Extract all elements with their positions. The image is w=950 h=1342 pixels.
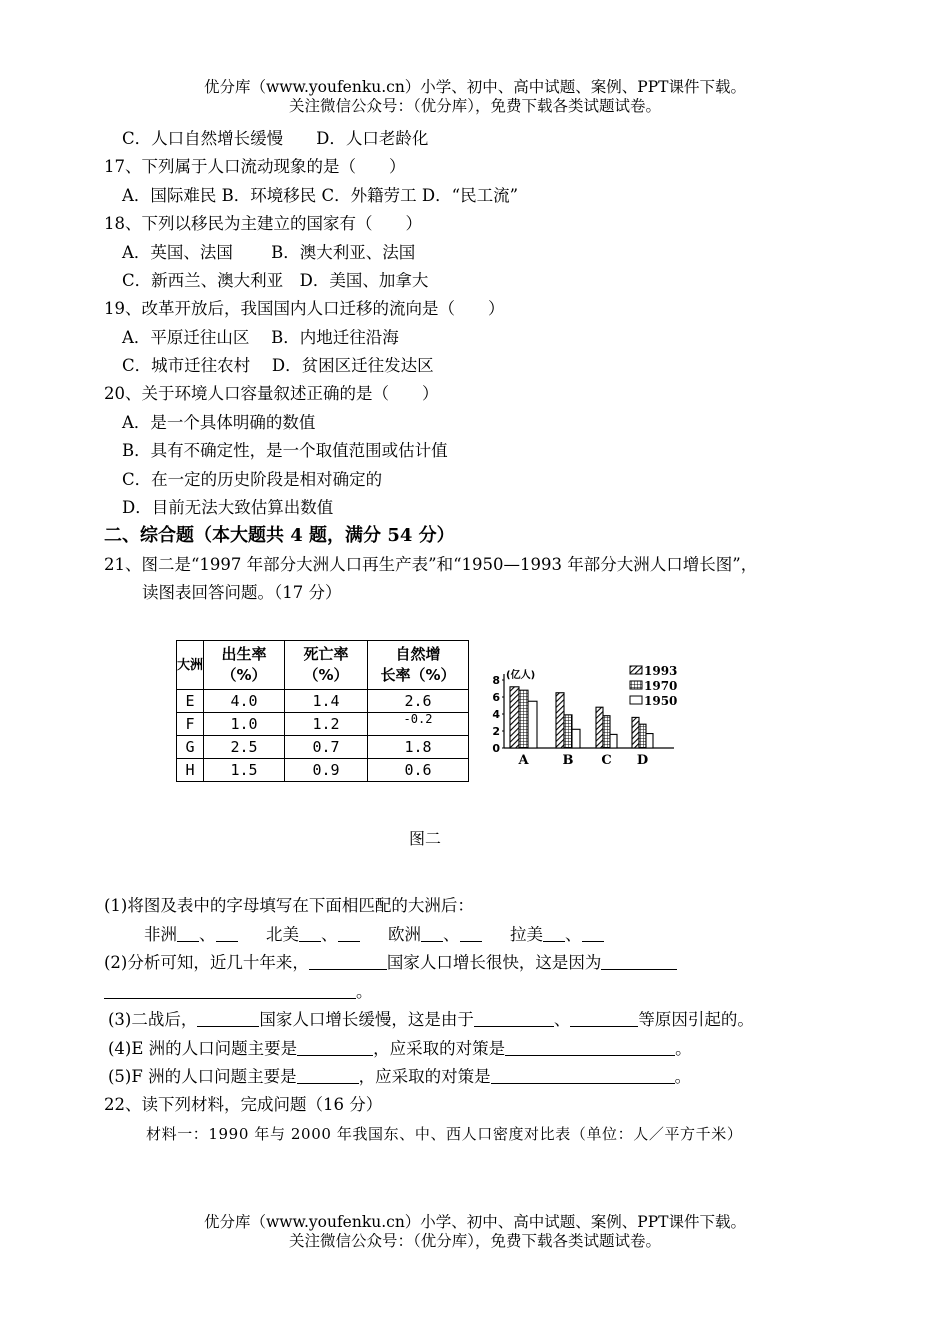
cell-continent: H: [177, 759, 204, 782]
q21-part-2: [104, 951, 677, 975]
footer-line-2: 关注微信公众号：（优分库），免费下载各类试题试卷。: [288, 1232, 661, 1250]
q22-material-1: 材料一：1990 年与 2000 年我国东、中、西人口密度对比表（单位：人／平方千米）: [146, 1125, 743, 1143]
q18-options-ab: A．英国、法国 B．澳大利亚、法国: [122, 243, 416, 262]
cell-birth: 1.5: [204, 759, 285, 782]
blank-north-america-1[interactable]: [299, 923, 321, 942]
blank-africa-1[interactable]: [177, 923, 199, 942]
q21-part-3-a: (3)二战后，: [108, 1010, 198, 1029]
label-europe: 欧洲: [388, 925, 421, 944]
bar-B-1970: [564, 715, 572, 748]
cell-death: 0.9: [285, 759, 368, 782]
bar-D-1993: [632, 717, 639, 748]
q21-part-2-cont: [104, 980, 373, 1004]
blank-3-3[interactable]: [570, 1008, 638, 1027]
q19-stem: 19、改革开放后，我国国内人口迁移的流向是（ ）: [104, 299, 505, 318]
sep: 、: [565, 925, 582, 944]
q19-options-ab: A．平原迁往山区 B．内地迁往沿海: [122, 328, 399, 347]
sep: 、: [443, 925, 460, 944]
blank-5-1[interactable]: [297, 1065, 359, 1084]
blank-europe-2[interactable]: [460, 923, 482, 942]
q19-options-cd: C．城市迁往农村 D．贫困区迁往发达区: [122, 356, 434, 375]
cell-growth: 2.6: [368, 690, 469, 713]
header-growth-rate: [368, 641, 469, 690]
bar-B-1950: [572, 729, 580, 748]
q22-stem: 22、读下列材料，完成问题（16 分）: [104, 1095, 383, 1114]
q21-part-5: [108, 1065, 691, 1089]
cell-continent: G: [177, 736, 204, 759]
q16-options-cd: C．人口自然增长缓慢 D．人口老龄化: [122, 129, 429, 148]
q21-part-4-b: ，应采取的对策是: [373, 1039, 506, 1058]
table-row: [177, 759, 469, 782]
cell-growth: -0.2: [368, 713, 469, 736]
header-line-1: 优分库（www.youfenku.cn）小学、初中、高中试题、案例、PPT课件下载。: [203, 78, 747, 96]
y-axis-unit-label: (亿人): [506, 670, 536, 681]
cell-continent: F: [177, 713, 204, 736]
legend-swatch-1993: [630, 666, 642, 674]
blank-europe-1[interactable]: [421, 923, 443, 942]
q20-option-c: C．在一定的历史阶段是相对确定的: [122, 470, 383, 489]
q18-stem: 18、下列以移民为主建立的国家有（ ）: [104, 214, 422, 233]
q21-part-5-end: 。: [674, 1067, 692, 1086]
blank-latin-america-1[interactable]: [543, 923, 565, 942]
table-row: [177, 736, 469, 759]
q18-options-cd: C．新西兰、澳大利亚 D．美国、加拿大: [122, 271, 429, 290]
blank-5-2[interactable]: [491, 1065, 675, 1084]
blank-2-1[interactable]: [309, 951, 387, 970]
legend-label: 1993: [644, 664, 678, 678]
header-birth-rate-a: 出生率: [221, 645, 267, 663]
q20-option-b: B．具有不确定性，是一个取值范围或估计值: [122, 441, 448, 460]
bar-C-1993: [596, 707, 603, 748]
blank-latin-america-2[interactable]: [582, 923, 604, 942]
section-2-title: 二、综合题（本大题共 4 题，满分 54 分）: [104, 525, 455, 546]
q20-option-d: D．目前无法大致估算出数值: [122, 498, 334, 517]
q21-part-2-end: 。: [356, 982, 373, 1001]
x-tick-label: D: [636, 753, 649, 768]
legend-swatch-1970: [630, 681, 642, 689]
y-tick-label: 6: [492, 691, 500, 704]
label-latin-america: 拉美: [510, 925, 543, 944]
header-growth-rate-a: 自然增: [395, 645, 441, 663]
q21-fill-row: [144, 923, 604, 947]
population-table: [176, 640, 469, 782]
q21-part-2-a: (2)分析可知，近几十年来，: [104, 953, 309, 972]
header-death-rate-a: 死亡率: [303, 645, 349, 663]
sep: 、: [321, 925, 338, 944]
q20-stem: 20、关于环境人口容量叙述正确的是（ ）: [104, 384, 439, 403]
q21-part-3-b: 国家人口增长缓慢，这是由于: [259, 1010, 474, 1029]
blank-4-2[interactable]: [505, 1037, 675, 1056]
blank-4-1[interactable]: [297, 1037, 373, 1056]
bar-A-1950: [528, 701, 537, 748]
x-tick-label: A: [518, 753, 529, 768]
table-header-row: [177, 641, 469, 690]
table-row: [177, 713, 469, 736]
cell-birth: 4.0: [204, 690, 285, 713]
legend-label: 1950: [644, 694, 678, 708]
bar-C-1950: [610, 734, 617, 748]
y-tick-label: 8: [492, 674, 500, 687]
header-birth-rate-b: （%）: [221, 666, 267, 684]
q21-part-4-end: 。: [675, 1039, 692, 1058]
q21-stem-2: 读图表回答问题。（17 分）: [142, 583, 342, 602]
q21-part-5-a: (5)F 洲的人口问题主要是: [108, 1067, 297, 1086]
q17-options: A．国际难民 B．环境移民 C．外籍劳工 D．“民工流”: [122, 186, 518, 205]
q21-part-4: [108, 1037, 692, 1061]
q21-part-3: [108, 1008, 754, 1032]
blank-africa-2[interactable]: [216, 923, 238, 942]
y-tick-label: 4: [492, 708, 500, 721]
header-birth-rate: [204, 641, 285, 690]
header-death-rate-b: （%）: [303, 666, 349, 684]
label-north-america: 北美: [266, 925, 299, 944]
cell-death: 0.7: [285, 736, 368, 759]
cell-death: 1.2: [285, 713, 368, 736]
bar-B-1993: [556, 693, 564, 748]
legend-swatch-1950: [630, 696, 642, 704]
bar-D-1950: [646, 734, 653, 748]
cell-growth: 0.6: [368, 759, 469, 782]
cell-continent: E: [177, 690, 204, 713]
q21-stem-1: 21、图二是“1997 年部分大洲人口再生产表”和“1950—1993 年部分大洲人口增长图”，: [104, 555, 758, 574]
bar-A-1970: [519, 690, 528, 748]
population-growth-chart: [484, 660, 694, 772]
x-tick-label: C: [601, 753, 612, 768]
sep: 、: [199, 925, 216, 944]
header-line-2: 关注微信公众号：（优分库），免费下载各类试题试卷。: [288, 97, 661, 115]
legend-label: 1970: [644, 679, 678, 693]
cell-birth: 1.0: [204, 713, 285, 736]
bar-D-1970: [639, 724, 646, 748]
figure-caption: 图二: [408, 829, 441, 848]
q21-part-2-b: 国家人口增长很快，这是因为: [386, 953, 602, 972]
header-growth-rate-b: 长率（%）: [380, 666, 456, 684]
label-africa: 非洲: [144, 925, 177, 944]
blank-3-1[interactable]: [197, 1008, 259, 1027]
cell-death: 1.4: [285, 690, 368, 713]
cell-birth: 2.5: [204, 736, 285, 759]
q21-part-5-b: ，应采取的对策是: [358, 1067, 491, 1086]
x-tick-label: B: [562, 753, 574, 768]
cell-growth: 1.8: [368, 736, 469, 759]
q21-part-3-c: 、: [553, 1010, 571, 1029]
footer-line-1: 优分库（www.youfenku.cn）小学、初中、高中试题、案例、PPT课件下载。: [203, 1213, 747, 1231]
q17-stem: 17、下列属于人口流动现象的是（ ）: [104, 157, 406, 176]
y-tick-label: 0: [492, 742, 500, 755]
q21-part-1: (1)将图及表中的字母填写在下面相匹配的大洲后：: [104, 896, 474, 915]
blank-3-2[interactable]: [474, 1008, 554, 1027]
bar-C-1970: [603, 716, 610, 748]
blank-2-3[interactable]: [104, 980, 356, 999]
header-death-rate: [285, 641, 368, 690]
blank-north-america-2[interactable]: [338, 923, 360, 942]
header-continent: 大洲: [177, 641, 204, 690]
blank-2-2[interactable]: [601, 951, 677, 970]
y-tick-label: 2: [492, 725, 500, 738]
q21-part-4-a: (4)E 洲的人口问题主要是: [108, 1039, 298, 1058]
table-row: [177, 690, 469, 713]
bar-A-1993: [510, 687, 519, 748]
q20-option-a: A．是一个具体明确的数值: [122, 413, 316, 432]
q21-part-3-d: 等原因引起的。: [638, 1010, 754, 1029]
